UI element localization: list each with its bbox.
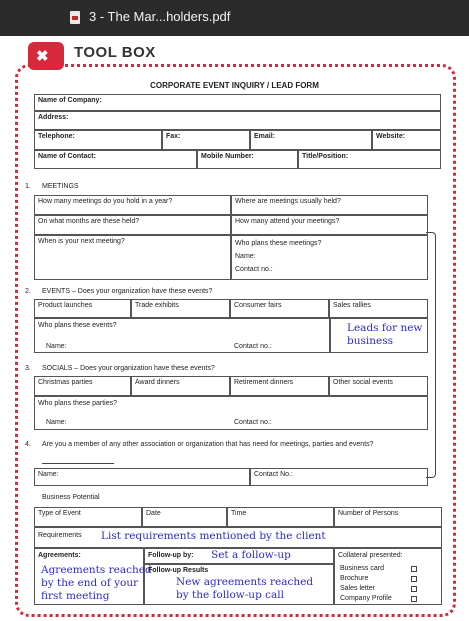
business-potential-heading: Business Potential [42, 494, 100, 501]
checkbox-brochure[interactable] [411, 576, 417, 582]
agreements-note-2: by the end of your [41, 577, 139, 589]
collateral-company-profile: Company Profile [340, 595, 392, 602]
event-planner-label: Who plans these events? [38, 322, 117, 329]
file-name[interactable]: 3 - The Mar...holders.pdf [89, 9, 231, 24]
viewer-titlebar [0, 0, 469, 36]
checkbox-sales-letter[interactable] [411, 586, 417, 592]
agreements-note: Agreements reached [41, 564, 152, 576]
mobile-field[interactable]: Mobile Number: [197, 150, 298, 169]
event-trade-exhibits[interactable]: Trade exhibits [131, 299, 230, 318]
section-number: 4. [25, 441, 31, 448]
event-time-field[interactable]: Time [227, 507, 334, 527]
toolbox-icon: ✖ [28, 42, 64, 70]
event-product-launches[interactable]: Product launches [34, 299, 131, 318]
followup-by-label: Follow-up by: [148, 552, 194, 559]
meeting-planner-label: Who plans these meetings? [235, 240, 322, 247]
section-number: 3. [25, 365, 31, 372]
association-contact-field[interactable]: Contact No.: [250, 468, 428, 486]
social-christmas[interactable]: Christmas parties [34, 376, 131, 396]
collateral-label: Collateral presented: [338, 552, 403, 559]
collateral-sales-letter: Sales letter [340, 585, 376, 592]
pdf-file-icon [70, 11, 80, 24]
meetings-location-field[interactable]: Where are meetings usually held? [231, 195, 428, 215]
results-note-2: by the follow-up call [176, 589, 284, 601]
association-question: Are you a member of any other association or organization that has need for meetings, parties and events? [42, 441, 374, 448]
next-meeting-field[interactable]: When is your next meeting? [34, 235, 231, 280]
leads-note: Leads for new [347, 322, 423, 334]
requirements-note: List requirements mentioned by the client [101, 530, 326, 542]
fax-field[interactable]: Fax: [162, 130, 250, 150]
persons-field[interactable]: Number of Persons [334, 507, 442, 527]
form-title: CORPORATE EVENT INQUIRY / LEAD FORM [150, 81, 319, 90]
event-consumer-fairs[interactable]: Consumer fairs [230, 299, 329, 318]
meetings-attendance-field[interactable]: How many attend your meetings? [231, 215, 428, 235]
followup-note: Set a follow-up [211, 549, 291, 561]
party-planner-label: Who plans these parties? [38, 400, 117, 407]
section-number: 1. [25, 183, 31, 190]
section-bracket [426, 232, 436, 478]
leads-note-2: business [347, 335, 393, 347]
meetings-per-year-field[interactable]: How many meetings do you hold in a year? [34, 195, 231, 215]
requirements-label: Requirements [38, 532, 82, 539]
checkbox-business-card[interactable] [411, 566, 417, 572]
event-planner-contact: Contact no.: [234, 343, 272, 350]
meetings-months-field[interactable]: On what months are these held? [34, 215, 231, 235]
address-field[interactable]: Address: [34, 111, 441, 130]
party-planner-name: Name: [46, 419, 67, 426]
meeting-planner-contact: Contact no.: [235, 266, 273, 273]
title-position-field[interactable]: Title/Position: [298, 150, 441, 169]
socials-heading: SOCIALS – Does your organization have these events? [42, 365, 215, 372]
collateral-business-card: Business card [340, 565, 384, 572]
meetings-heading: MEETINGS [42, 183, 79, 190]
followup-results-label: Follow-up Results [148, 567, 209, 574]
agreements-note-3: first meeting [41, 590, 110, 602]
association-name-field[interactable]: Name: [34, 468, 250, 486]
social-other[interactable]: Other social events [329, 376, 428, 396]
meeting-planner-name: Name: [235, 253, 256, 260]
section-number: 2. [25, 288, 31, 295]
company-field[interactable]: Name of Company: [34, 94, 441, 111]
event-date-field[interactable]: Date [142, 507, 227, 527]
party-planner-contact: Contact no.: [234, 419, 272, 426]
answer-line [42, 463, 114, 464]
social-retirement[interactable]: Retirement dinners [230, 376, 329, 396]
contact-name-field[interactable]: Name of Contact: [34, 150, 197, 169]
results-note: New agreements reached [176, 576, 314, 588]
event-sales-rallies[interactable]: Sales rallies [329, 299, 428, 318]
event-type-field[interactable]: Type of Event [34, 507, 142, 527]
event-planner-name: Name: [46, 343, 67, 350]
events-heading: EVENTS – Does your organization have these events? [42, 288, 213, 295]
website-field[interactable]: Website: [372, 130, 441, 150]
checkbox-company-profile[interactable] [411, 596, 417, 602]
email-field[interactable]: Email: [250, 130, 372, 150]
telephone-field[interactable]: Telephone: [34, 130, 162, 150]
logo-text: TOOL BOX [74, 44, 156, 61]
collateral-brochure: Brochure [340, 575, 369, 582]
social-award-dinners[interactable]: Award dinners [131, 376, 230, 396]
agreements-label: Agreements: [38, 552, 81, 559]
